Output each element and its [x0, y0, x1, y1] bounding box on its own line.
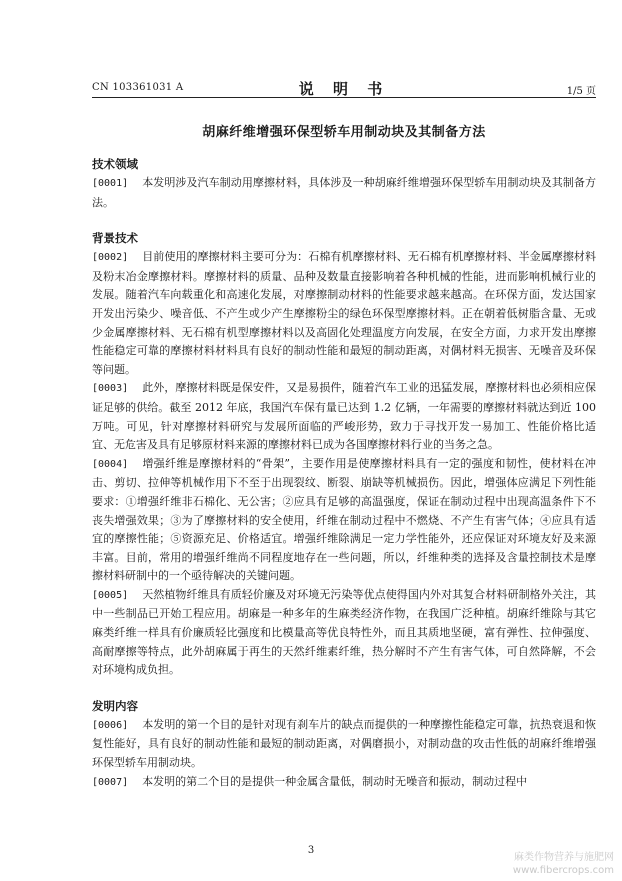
paragraph-text: 增强纤维是摩擦材料的“骨架”，主要作用是使摩擦材料具有一定的强度和韧性，使材料在冲击、剪切、拉伸等机械作用下不至于出现裂纹、断裂、崩缺等机械损伤。因此，增强体应满足下列性能要求：①增强纤维非石棉化、无公害；②应具有足够的高温强度，保证在制动过程中出现高温条件下不丧失增强效果；③为了摩擦材料的安全使用，纤维在制动过程中不燃烧、不产生有害气体；④应具有适宜的摩擦性能；⑤资源充足、价格适宜。增强纤维除满足一定力学性能外，还应保证对环境友好及来源丰富。目前，常用的增强纤维尚不同程度地存在一些问题，所以，纤维种类的选择及含量控制技术是摩擦材料研制中的一个亟待解决的关键问题。	[92, 456, 596, 583]
paragraph-text: 天然植物纤维具有质轻价廉及对环境无污染等优点使得国内外对其复合材料研制格外关注，其中一些制品已开始工程应用。胡麻是一种多年的生麻类经济作物，在我国广泛种植。胡麻纤维除与其它麻类纤维一样具有价廉质轻比强度和比模量高等优良特性外，而且其质地坚硬，富有弹性、拉伸强度、高耐摩擦等特点，此外胡麻属于再生的天然纤维素纤维，热分解时不产生有害气体，可自然降解，不会对环境构成负担。	[92, 587, 596, 677]
paragraph-text: 目前使用的摩擦材料主要可分为：石棉有机摩擦材料、无石棉有机摩擦材料、半金属摩擦材料及粉末冶金摩擦材料。摩擦材料的质量、品种及数量直接影响着各种机械的性能，进而影响机械行业的发展。随着汽车向载重化和高速化发展，对摩擦制动材料的性能要求越来越高。在环保方面，发达国家开发出污染少、噪音低、不产生或少产生摩擦粉尘的绿色环保型摩擦材料。正在朝着低树脂含量、无或少金属摩擦材料、无石棉有机型摩擦材料以及高固化处理温度方向发展，在安全方面，力求开发出摩擦性能稳定可靠的摩擦材料材料具有良好的制动性能和最短的制动距离，对偶材料无损害、无噪音及环保等问题。	[92, 250, 596, 376]
document-body	[92, 155, 596, 792]
watermark-site-name: 麻类作物营养与施肥网	[514, 852, 614, 863]
paragraph-text: 本发明的第一个目的是针对现有刹车片的缺点而提供的一种摩擦性能稳定可靠，抗热衰退和恢复性能好，具有良好的制动性能和最短的制动距离，对偶磨损小，对制动盘的攻击性低的胡麻纤维增强环保型轿车用制动块。	[92, 717, 596, 770]
paragraph-number: [0004]	[92, 458, 129, 470]
paragraph-text: 本发明涉及汽车制动用摩擦材料，具体涉及一种胡麻纤维增强环保型轿车用制动块及其制备方法。	[92, 176, 596, 209]
paragraph-0006	[92, 716, 596, 773]
paragraph-0004	[92, 455, 596, 586]
paragraph-0007	[92, 773, 596, 793]
site-watermark	[513, 851, 614, 877]
paragraph-0002	[92, 248, 596, 379]
paragraph-0001	[92, 174, 596, 212]
paragraph-number: [0002]	[92, 252, 129, 264]
page-number: 3	[307, 845, 315, 856]
document-type-title: 说 明 书	[298, 80, 390, 98]
page-header	[92, 78, 596, 98]
section-heading-technical-field: 技术领域	[92, 157, 138, 171]
paragraph-text: 此外，摩擦材料既是保安件，又是易损件，随着汽车工业的迅猛发展，摩擦材料也必须相应保证足够的供给。截至 2012 年底，我国汽车保有量已达到 1.2 亿辆，一年需要的摩擦材料就达到近 100 万吨。可见，针对摩擦材料研究与发展所面临的严峻形势，致力于寻找开发一易加工、性能价格比适宜、无危害及具有足够原材料来源的摩擦材料已成为各国摩擦材料行业的当务之急。	[92, 381, 596, 452]
page-indicator: 1/5 页	[566, 86, 596, 97]
watermark-url: www.fibercrops.com	[512, 865, 614, 876]
paragraph-0003	[92, 379, 596, 454]
patent-number: CN 103361031 A	[92, 82, 184, 93]
document-title: 胡麻纤维增强环保型轿车用制动块及其制备方法	[202, 125, 486, 140]
header-rule	[92, 97, 596, 98]
section-heading-summary: 发明内容	[92, 698, 138, 713]
paragraph-0005	[92, 586, 596, 680]
section-heading-background: 背景技术	[92, 231, 138, 246]
paragraph-number: [0005]	[92, 589, 129, 601]
paragraph-number: [0006]	[92, 719, 129, 731]
paragraph-number: [0003]	[92, 383, 129, 395]
paragraph-number: [0001]	[92, 178, 129, 189]
paragraph-number: [0007]	[92, 776, 129, 788]
paragraph-text: 本发明的第二个目的是提供一种金属含量低，制动时无噪音和振动，制动过程中	[142, 774, 528, 788]
